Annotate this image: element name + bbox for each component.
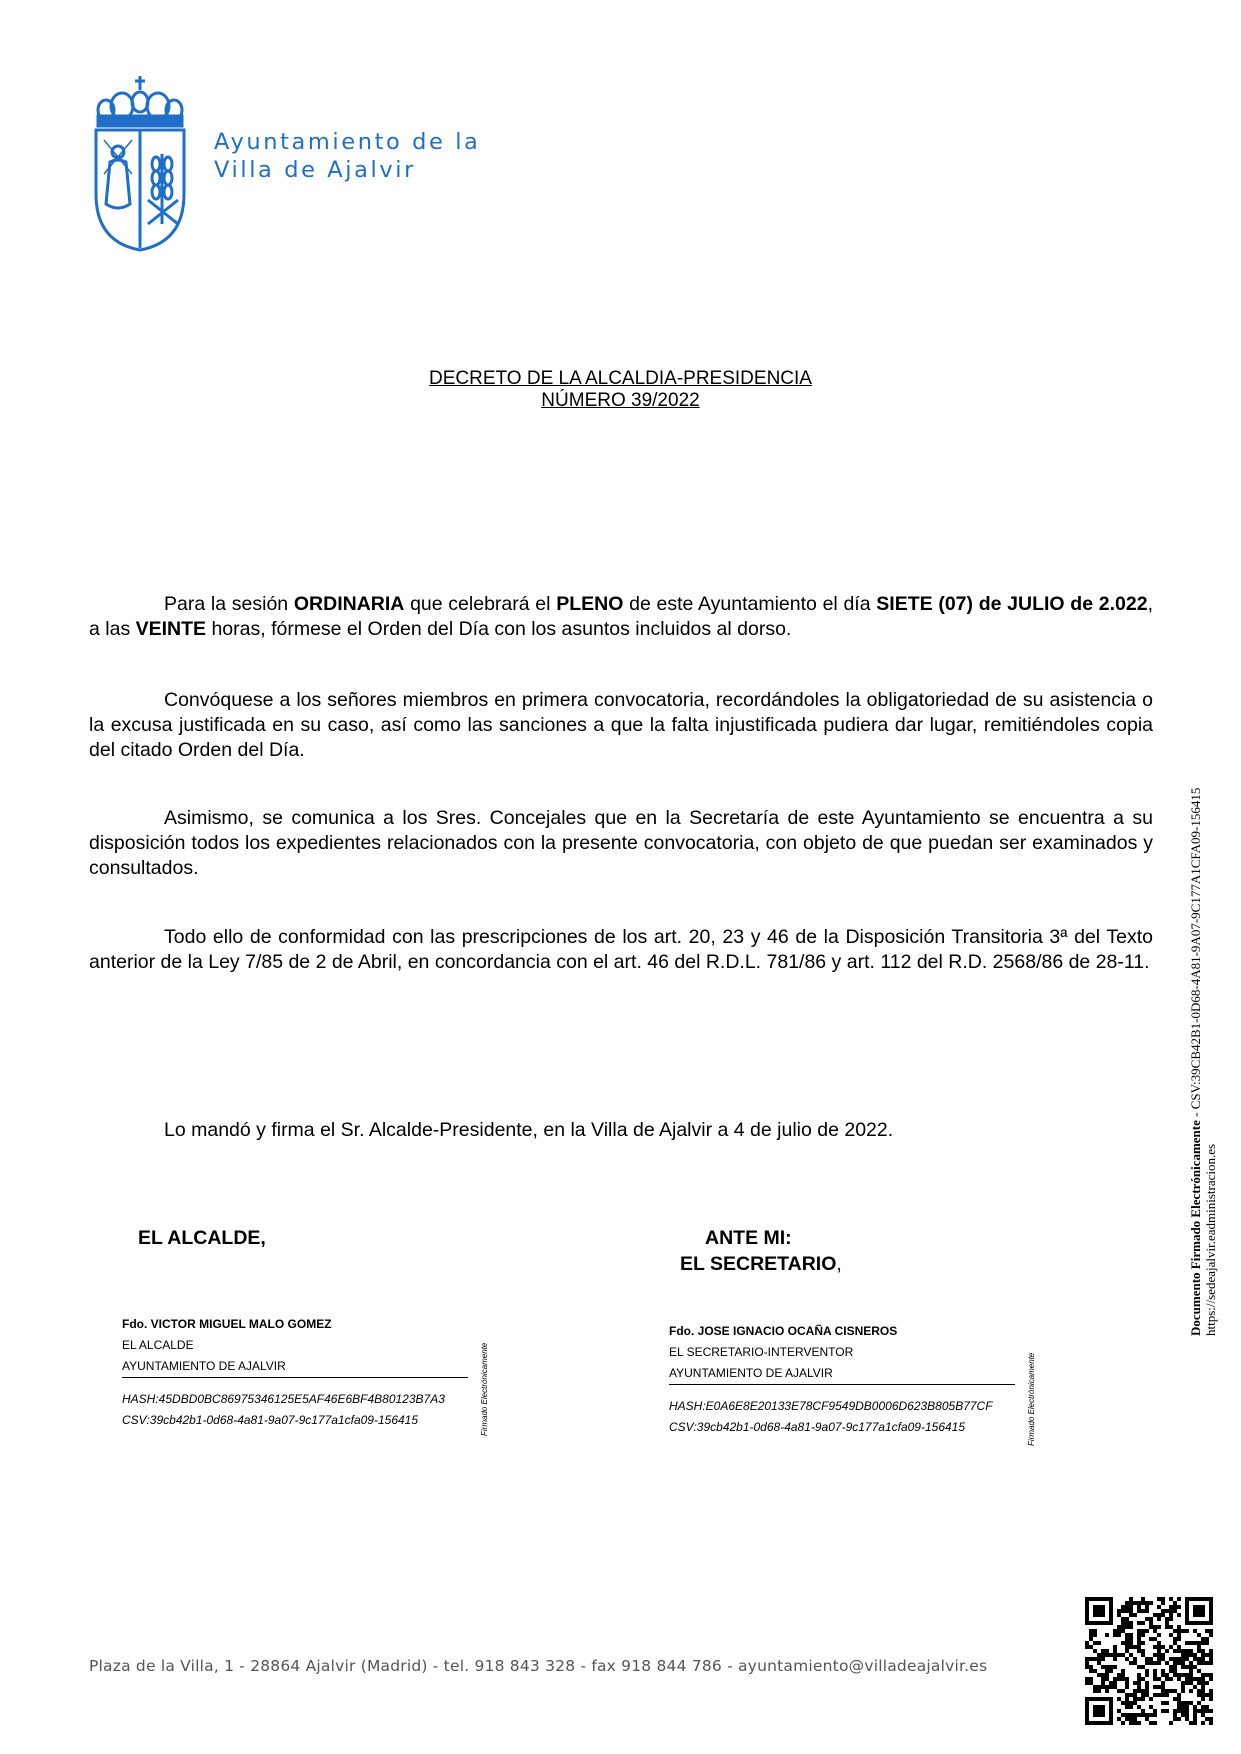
secretary-signature-hash: HASH:E0A6E8E20133E78CF9549DB0006D623B805B77CF — [669, 1399, 993, 1413]
p1-text-5: horas, fórmese el Orden del Día con los asuntos incluidos al dorso. — [206, 618, 792, 640]
title-line-2: NÚMERO 39/2022 — [541, 390, 700, 411]
secretary-heading-line-1: ANTE MI: — [705, 1227, 792, 1249]
coat-of-arms-icon — [92, 74, 188, 254]
secretary-signature-divider — [669, 1384, 1015, 1385]
institution-line-1: Ayuntamiento de la — [214, 129, 481, 155]
paragraph-convocation — [89, 592, 1153, 642]
mayor-signature-block — [122, 1314, 468, 1444]
secretary-signature-block — [669, 1321, 1015, 1451]
p1-text-4: , a las — [89, 593, 1153, 640]
body-organ: PLENO — [556, 593, 624, 615]
secretary-signature-csv: CSV:39cb42b1-0d68-4a81-9a07-9c177a1cfa09-156415 — [669, 1420, 966, 1434]
secretary-signer-role: EL SECRETARIO-INTERVENTOR — [669, 1345, 854, 1359]
title-line-1: DECRETO DE LA ALCALDIA-PRESIDENCIA — [429, 368, 812, 389]
p1-text-2: que celebrará el — [404, 593, 557, 615]
document-title — [0, 368, 1241, 412]
mayor-signature-csv: CSV:39cb42b1-0d68-4a81-9a07-9c177a1cfa09-156415 — [122, 1413, 419, 1427]
p1-text-1: Para la sesión — [164, 593, 294, 615]
session-type: ORDINARIA — [293, 593, 405, 615]
secretary-e-signed-stamp: Firmado Electrónicamente — [1027, 1352, 1036, 1446]
mayor-e-signed-stamp: Firmado Electrónicamente — [480, 1342, 489, 1436]
secretary-title: EL SECRETARIO — [680, 1253, 837, 1275]
secretary-heading-line-2 — [680, 1252, 842, 1277]
mayor-signer-role: EL ALCALDE — [122, 1338, 194, 1352]
side-stamp-label: Documento Firmado Electrónicamente — [1188, 1120, 1203, 1336]
paragraph-closing: Lo mandó y firma el Sr. Alcalde-Presidente, en la Villa de Ajalvir a 4 de julio de 2022. — [164, 1119, 894, 1141]
secretary-signer-org: AYUNTAMIENTO DE AJALVIR — [669, 1366, 833, 1380]
footer-contact: Plaza de la Villa, 1 - 28864 Ajalvir (Madrid) - tel. 918 843 328 - fax 918 844 786 - ayuntamiento@villadeajalvir.es — [89, 1657, 988, 1675]
secretary-title-comma: , — [836, 1253, 842, 1275]
mayor-signature-hash: HASH:45DBD0BC86975346125E5AF46E6BF4B80123B7A3 — [122, 1392, 445, 1406]
qr-code-icon — [1085, 1597, 1213, 1725]
side-stamp-csv: - CSV:39CB42B1-0D68-4A81-9A07-9C177A1CFA09-156415 — [1188, 787, 1203, 1121]
electronic-signature-stamp — [1188, 788, 1218, 1336]
secretary-signer-name: Fdo. JOSE IGNACIO OCAÑA CISNEROS — [669, 1324, 898, 1338]
institution-line-2: Villa de Ajalvir — [214, 157, 416, 183]
session-hour: VEINTE — [135, 618, 207, 640]
side-stamp-url: https://sedeajalvir.eadministracion.es — [1203, 1143, 1218, 1336]
institution-name — [214, 128, 480, 184]
paragraph-legal-basis: Todo ello de conformidad con las prescripciones de los art. 20, 23 y 46 de la Disposición Transitoria 3ª del Texto anterior de la Ley 7/85 de 2 de Abril, en concordancia con el art. 46 del R.D.L. 781/86 y art. 112 del R.D. 2568/86 de 28-11. — [89, 926, 1153, 973]
mayor-heading: EL ALCALDE, — [138, 1227, 266, 1249]
mayor-signer-org: AYUNTAMIENTO DE AJALVIR — [122, 1359, 286, 1373]
mayor-signature-divider — [122, 1377, 468, 1378]
p1-text-3: de este Ayuntamiento el día — [623, 593, 877, 615]
paragraph-members: Convóquese a los señores miembros en primera convocatoria, recordándoles la obligatoriedad de su asistencia o la excusa justificada en su caso, así como las sanciones a que la falta injustificada pudiera dar lugar, remitiéndoles copia del citado Orden del Día. — [89, 689, 1153, 761]
session-date: SIETE (07) de JULIO de 2.022 — [876, 593, 1148, 615]
paragraph-files: Asimismo, se comunica a los Sres. Concejales que en la Secretaría de este Ayuntamiento se encuentra a su disposición todos los expedientes relacionados con la presente convocatoria, con objeto de que puedan ser examinados y consultados. — [89, 807, 1153, 879]
mayor-signer-name: Fdo. VICTOR MIGUEL MALO GOMEZ — [122, 1317, 332, 1331]
